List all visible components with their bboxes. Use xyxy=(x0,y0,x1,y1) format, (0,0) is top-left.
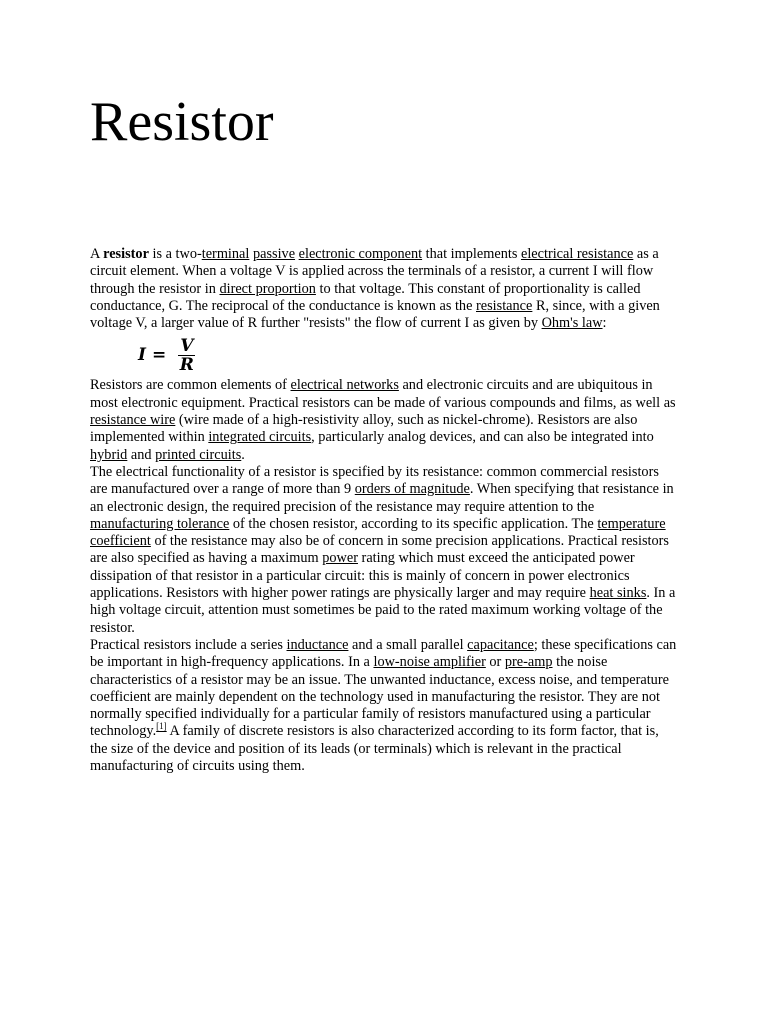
paragraph-intro xyxy=(90,246,678,332)
formula-current: I xyxy=(138,344,146,365)
text: and electronic circuits and are ubiquitous in most electronic equipment. Practical resistors can be made of various compounds and films, as well as xyxy=(90,377,676,411)
link-low-noise-amplifier[interactable]: low-noise amplifier xyxy=(373,654,486,671)
text: (wire made of a high-resistivity alloy, such as nickel-chrome). Resistors are also implemented within xyxy=(90,412,638,446)
link-temperature-coefficient[interactable]: temperature coefficient xyxy=(90,515,666,550)
link-inductance[interactable]: inductance xyxy=(286,636,349,653)
text: to that voltage. This constant of proportionality is called conductance, G. The reciprocal of the conductance is known as the xyxy=(90,280,641,314)
text: of the resistance may also be of concern in some precision applications. Practical resistors are also specified as having a maximum xyxy=(90,533,669,567)
link-ohms-law[interactable]: Ohm's law xyxy=(541,315,603,332)
text: rating which must exceed the anticipated power dissipation of that resistor in a particular circuit: this is mainly of concern in power electronics applications. Resistors with higher power ratings are physically larger and may require xyxy=(90,550,635,602)
link-capacitance[interactable]: capacitance xyxy=(467,636,534,653)
link-heat-sinks[interactable]: heat sinks xyxy=(589,585,647,602)
link-electronic-component[interactable]: electronic component xyxy=(298,246,423,262)
link-orders-of-magnitude[interactable]: orders of magnitude xyxy=(354,481,470,498)
paragraph-functionality xyxy=(90,464,678,637)
text: and xyxy=(127,446,156,463)
link-manufacturing-tolerance[interactable]: manufacturing tolerance xyxy=(90,515,230,532)
text: that implements xyxy=(422,246,521,262)
formula-resistance: R xyxy=(179,354,194,375)
text: , particularly analog devices, and can also be integrated into xyxy=(311,429,654,446)
text: : xyxy=(602,315,607,332)
link-direct-proportion[interactable]: direct proportion xyxy=(219,280,316,297)
paragraph-applications xyxy=(90,377,678,463)
link-printed-circuits[interactable]: printed circuits xyxy=(155,446,242,463)
text: . When specifying that resistance in an electronic design, the required precision of the resistance may require attention to the xyxy=(90,481,674,515)
paragraph-practical xyxy=(90,637,678,775)
formula-fraction xyxy=(178,337,195,374)
text: . xyxy=(241,446,245,463)
formula-equals: = xyxy=(151,344,167,365)
text: The electrical functionality of a resistor is specified by its resistance: common commercial resistors are manufactured over a range of more than 9 xyxy=(90,463,659,498)
bold-term: resistor xyxy=(103,246,149,262)
page-title: Resistor xyxy=(90,91,274,153)
link-resistance[interactable]: resistance xyxy=(476,297,533,314)
text: as a circuit element. When a voltage V is applied across the terminals of a resistor, a current I will flow through the resistor in xyxy=(90,246,659,297)
link-passive[interactable]: passive xyxy=(252,246,296,262)
article-body xyxy=(90,246,678,775)
text: of the chosen resistor, according to its specific application. The xyxy=(229,515,598,532)
text: Resistors are common elements of xyxy=(90,377,291,394)
text: A family of discrete resistors is also characterized according to its form factor, that is, the size of the device and position of its leads (or terminals) which is relevant in the practical manufacturing of circuits using them. xyxy=(90,723,659,775)
ohms-law-formula xyxy=(138,333,678,377)
link-resistance-wire[interactable]: resistance wire xyxy=(90,412,176,429)
formula-voltage: V xyxy=(180,335,194,356)
link-hybrid[interactable]: hybrid xyxy=(90,446,128,463)
text: R, since, with a given voltage V, a larger value of R further "resists" the flow of current I as given by xyxy=(90,297,660,332)
text: A xyxy=(90,246,104,262)
link-electrical-networks[interactable]: electrical networks xyxy=(290,377,399,394)
text: is a two- xyxy=(148,246,202,262)
text: ; these specifications can be important in high-frequency applications. In a xyxy=(90,636,677,671)
text: . In a high voltage circuit, attention must sometimes be paid to the rated maximum working voltage of the resistor. xyxy=(90,585,676,636)
text: Practical resistors include a series xyxy=(90,636,287,653)
text: and a small parallel xyxy=(348,636,468,653)
link-pre-amp[interactable]: pre-amp xyxy=(504,654,553,671)
reference-link[interactable]: [1] xyxy=(156,721,167,732)
link-electrical-resistance[interactable]: electrical resistance xyxy=(520,246,634,262)
text: or xyxy=(485,654,505,671)
link-integrated-circuits[interactable]: integrated circuits xyxy=(208,429,312,446)
text: the noise characteristics of a resistor may be an issue. The unwanted inductance, excess noise, and temperature coefficient are mainly dependent on the technology used in manufacturing the resistor. They are not normally specified individually for a particular family of resistors manufactured using a particular technology. xyxy=(90,654,669,740)
link-terminal[interactable]: terminal xyxy=(201,246,250,262)
link-power[interactable]: power xyxy=(322,550,358,567)
